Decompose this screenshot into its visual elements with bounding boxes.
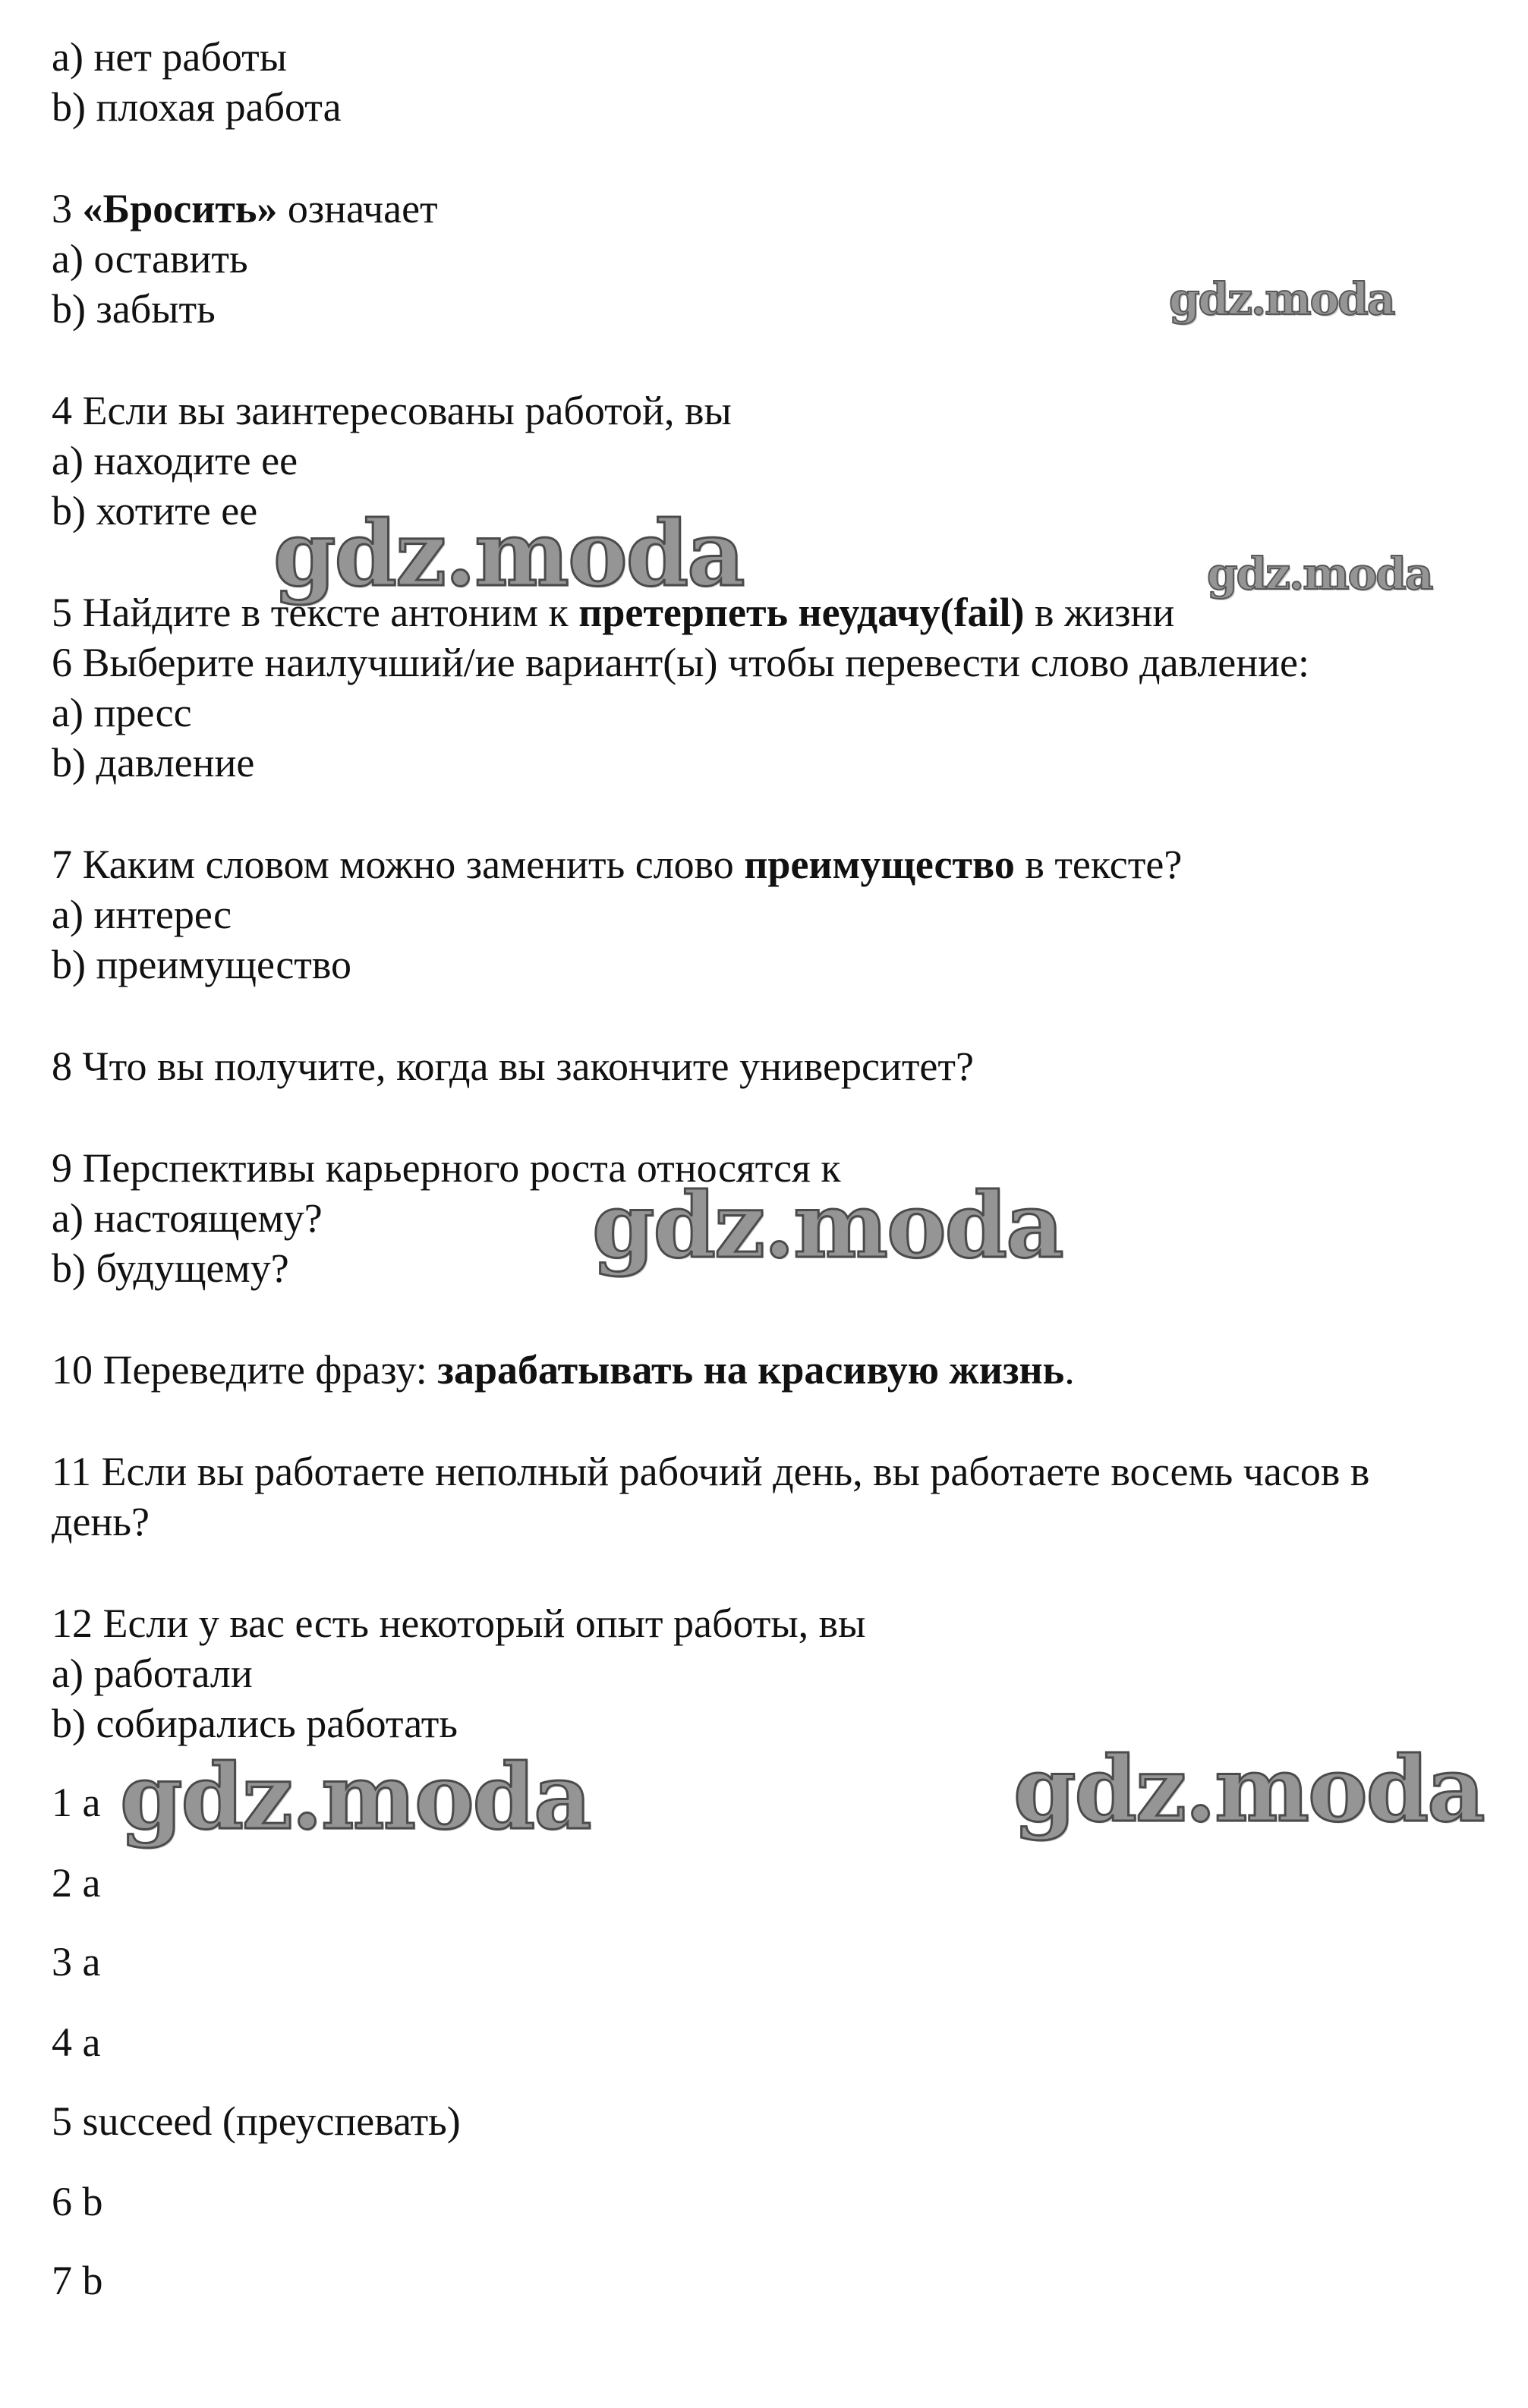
watermark-text: gdz.moda xyxy=(1013,1736,1484,1842)
text-line xyxy=(52,386,732,436)
text-span: 4 Если вы заинтересованы работой, вы xyxy=(52,388,732,433)
watermark-text: gdz.moda xyxy=(1169,273,1394,325)
text-span: a) работали xyxy=(52,1651,253,1696)
text-line xyxy=(52,1777,100,1827)
text-line xyxy=(52,839,1182,889)
text-line xyxy=(52,284,216,334)
text-line xyxy=(52,1858,100,1908)
text-span: 6 Выберите наилучший/ие вариант(ы) чтобы перевести слово давление: xyxy=(52,640,1310,685)
text-line xyxy=(52,1698,458,1749)
text-line xyxy=(52,1193,323,1243)
bold-term: претерпеть неудачу(fail) xyxy=(578,590,1025,635)
text-span: 5 succeed (преуспевать) xyxy=(52,2098,461,2144)
text-line xyxy=(52,1243,289,1293)
text-line xyxy=(52,82,342,132)
watermark-text: gdz.moda xyxy=(1207,548,1432,600)
text-line xyxy=(52,1497,150,1547)
text-span: a) нет работы xyxy=(52,34,288,80)
text-line xyxy=(52,32,287,82)
text-span: b) плохая работа xyxy=(52,84,342,130)
text-span: a) оставить xyxy=(52,236,248,282)
text-span: b) будущему? xyxy=(52,1245,289,1291)
text-line xyxy=(52,1446,1369,1497)
text-span: b) забыть xyxy=(52,286,216,332)
text-line xyxy=(52,738,254,788)
text-line xyxy=(52,2017,100,2067)
text-line xyxy=(52,1598,865,1648)
text-line xyxy=(52,889,232,940)
text-line xyxy=(52,234,248,284)
text-span: 8 Что вы получите, когда вы закончите университет? xyxy=(52,1043,974,1089)
text-span: день? xyxy=(52,1499,150,1544)
text-span: означает xyxy=(277,186,438,231)
text-span: 3 a xyxy=(52,1939,101,1985)
text-line xyxy=(52,1041,974,1091)
watermark-text: gdz.moda xyxy=(273,501,744,606)
watermark-text: gdz.moda xyxy=(592,1173,1063,1278)
text-span: 3 xyxy=(52,186,83,231)
text-span: 4 a xyxy=(52,2019,101,2065)
text-span: 7 Каким словом можно заменить слово xyxy=(52,842,745,887)
text-span: в жизни xyxy=(1024,590,1175,635)
text-span: 1 a xyxy=(52,1780,101,1825)
bold-term: зарабатывать на красивую жизнь xyxy=(437,1347,1065,1393)
text-span: a) настоящему? xyxy=(52,1195,323,1241)
text-span: 6 b xyxy=(52,2179,103,2224)
text-span: a) интерес xyxy=(52,892,232,937)
text-line xyxy=(52,1345,1075,1395)
text-span: 5 Найдите в тексте антоним к xyxy=(52,590,579,635)
text-line xyxy=(52,1648,253,1698)
text-line xyxy=(52,940,351,990)
text-span: b) давление xyxy=(52,740,255,785)
text-line xyxy=(52,1937,100,1987)
text-span: 12 Если у вас есть некоторый опыт работы, вы xyxy=(52,1601,866,1646)
text-span: a) находите ее xyxy=(52,438,298,483)
bold-term: «Бросить» xyxy=(82,186,278,231)
text-line xyxy=(52,688,192,738)
text-span: 10 Переведите фразу: xyxy=(52,1347,438,1393)
text-line xyxy=(52,2255,103,2306)
text-span: 9 Перспективы карьерного роста относятся к xyxy=(52,1145,841,1191)
text-span: . xyxy=(1064,1347,1075,1393)
text-line xyxy=(52,486,257,536)
text-line xyxy=(52,184,438,234)
watermark-text: gdz.moda xyxy=(120,1744,591,1849)
text-span: 2 a xyxy=(52,1860,101,1906)
bold-term: преимущество xyxy=(744,842,1015,887)
text-span: a) пресс xyxy=(52,690,192,735)
text-span: b) хотите ее xyxy=(52,488,258,534)
text-span: 11 Если вы работаете неполный рабочий день, вы работаете восемь часов в xyxy=(52,1449,1370,1494)
text-line xyxy=(52,2177,103,2227)
text-span: b) собирались работать xyxy=(52,1701,458,1746)
text-line xyxy=(52,637,1309,688)
text-span: в тексте? xyxy=(1014,842,1183,887)
text-span: b) преимущество xyxy=(52,942,352,987)
text-span: 7 b xyxy=(52,2258,103,2303)
text-line xyxy=(52,436,298,486)
text-line xyxy=(52,2096,461,2146)
